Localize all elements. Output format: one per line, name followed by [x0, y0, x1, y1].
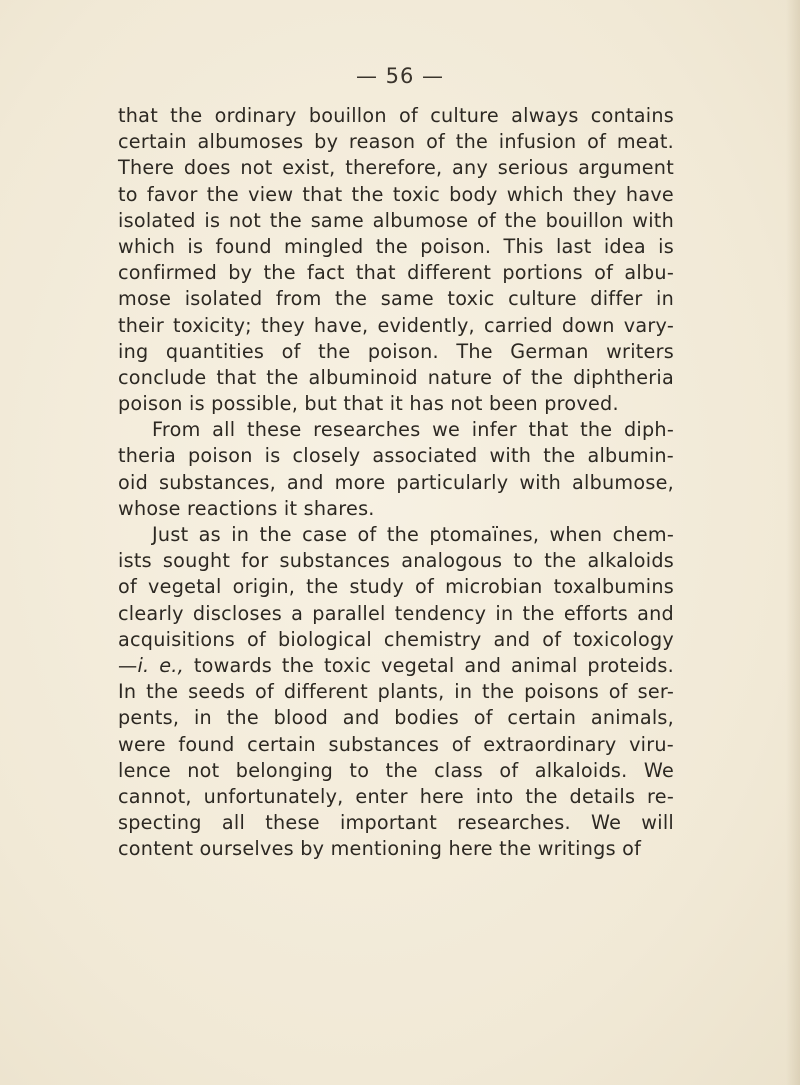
text-line: whose reactions it shares.	[118, 496, 375, 520]
text-line: of vegetal origin, the study of microbian toxalbumins	[118, 575, 674, 599]
text-line: In the seeds of different plants, in the poisons of ser-	[118, 680, 674, 704]
text-line: which is found mingled the poison. This last idea is	[118, 234, 674, 258]
text-line: lence not belonging to the class of alkaloids. We	[118, 758, 674, 782]
text-line: ing quantities of the poison. The German writers	[118, 339, 674, 363]
text-line: their toxicity; they have, evidently, carried down vary-	[118, 313, 674, 337]
body-text	[118, 103, 674, 862]
text-line: cannot, unfortunately, enter here into the details re-	[118, 784, 674, 808]
italic-abbreviation: i. e.,	[137, 653, 184, 677]
text-line: Just as in the case of the ptomaïnes, when chem-	[152, 523, 674, 546]
text-line: clearly discloses a parallel tendency in the efforts and	[118, 601, 674, 625]
text-line: pents, in the blood and bodies of certain animals,	[118, 706, 674, 730]
text-line: content ourselves by mentioning here the writings of	[118, 837, 642, 861]
text-line: oid substances, and more particularly with albumose,	[118, 470, 674, 494]
text-line: to favor the view that the toxic body which they have	[118, 182, 674, 206]
text-line: acquisitions of biological chemistry and of toxicology	[118, 627, 674, 651]
text-line: specting all these important researches. We will	[118, 811, 674, 835]
page-edge-shadow	[786, 0, 800, 1085]
text-line: isolated is not the same albumose of the bouillon with	[118, 208, 674, 232]
text-line: conclude that the albuminoid nature of the diphtheria	[118, 365, 674, 389]
text-line: —i. e., towards the toxic vegetal and animal proteids.	[118, 653, 674, 677]
text-line: ists sought for substances analogous to the alkaloids	[118, 549, 674, 573]
text-line: mose isolated from the same toxic culture differ in	[118, 287, 674, 311]
text-line: There does not exist, therefore, any serious argument	[118, 156, 674, 180]
page-number: — 56 —	[355, 64, 445, 88]
text-line: theria poison is closely associated with the albumin-	[118, 444, 674, 468]
text-line: certain albumoses by reason of the infusion of meat.	[118, 130, 674, 154]
text-line: confirmed by the fact that different portions of albu-	[118, 261, 674, 285]
text-line: From all these researches we infer that the diph-	[152, 418, 674, 442]
text-line: were found certain substances of extraordinary viru-	[118, 732, 674, 756]
text-line: that the ordinary bouillon of culture always contains	[118, 104, 674, 127]
text-line: poison is possible, but that it has not been proved.	[118, 392, 619, 416]
